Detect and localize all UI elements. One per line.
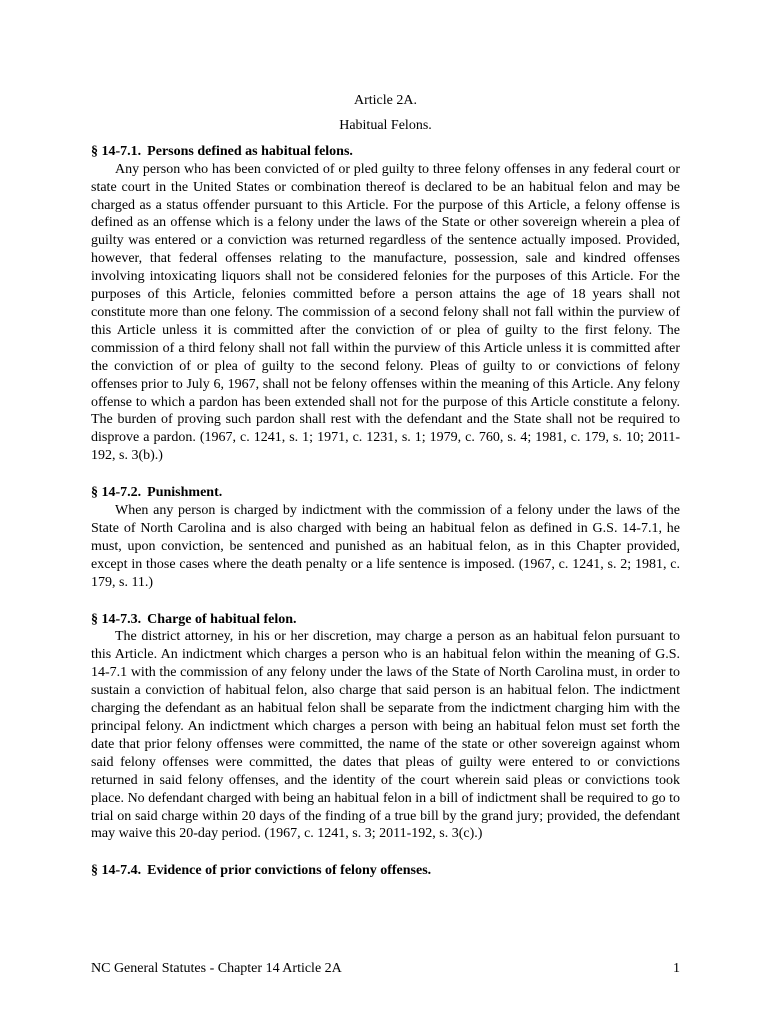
section-heading <box>91 611 680 629</box>
section-heading <box>91 143 680 161</box>
section-title: Charge of habitual felon. <box>147 611 297 627</box>
section-number: § 14-7.2. <box>91 485 142 501</box>
document-page <box>91 92 680 899</box>
section-number: § 14-7.4. <box>91 863 142 879</box>
section-heading <box>91 484 680 502</box>
section-body: The district attorney, in his or her discretion, may charge a person as an habitual felon pursuant to this Article. An indictment which charges a person who is an habitual felon within the meaning of G.S. 14-7.1 with the commission of any felony under the laws of the State of North Carolina must, in order to sustain a conviction of habitual felon, also charge that said person is an habitual felon. The indictment charging the defendant as an habitual felon shall be separate from the indictment charging him with the principal felony. An indictment which charges a person with being an habitual felon must set forth the date that prior felony offenses were committed, the name of the state or other sovereign against whom said felony offenses were committed, the dates that pleas of guilty were entered to or convictions returned in said felony offenses, and the identity of the court wherein said pleas or convictions took place. No defendant charged with being an habitual felon in a bill of indictment shall be required to go to trial on said charge within 20 days of the finding of a true bill by the grand jury; provided, the defendant may waive this 20-day period. (1967, c. 1241, s. 3; 2011-192, s. 3(c).) <box>91 629 680 842</box>
footer-document-title: NC General Statutes - Chapter 14 Article 2A <box>91 961 342 976</box>
section-title: Evidence of prior convictions of felony offenses. <box>147 863 432 879</box>
section-title: Punishment. <box>147 485 223 501</box>
section-14-7-3 <box>91 611 680 844</box>
section-14-7-2 <box>91 484 680 591</box>
section-14-7-1 <box>91 143 680 465</box>
section-title: Persons defined as habitual felons. <box>147 143 353 159</box>
section-number: § 14-7.3. <box>91 611 142 627</box>
section-number: § 14-7.1. <box>91 143 142 159</box>
page-number: 1 <box>673 961 680 976</box>
page-footer <box>91 960 680 978</box>
section-body: When any person is charged by indictment with the commission of a felony under the laws of the State of North Carolina and is also charged with being an habitual felon as defined in G.S. 14-7.1, he must, upon conviction, be sentenced and punished as an habitual felon, as in this Chapter provided, except in those cases where the death penalty or a life sentence is imposed. (1967, c. 1241, s. 2; 1981, c. 179, s. 11.) <box>91 503 680 590</box>
section-14-7-4 <box>91 862 680 880</box>
section-heading <box>91 862 680 880</box>
section-body: Any person who has been convicted of or pled guilty to three felony offenses in any federal court or state court in the United States or combination thereof is declared to be an habitual felon and may be charged as a status offender pursuant to this Article. For the purpose of this Article, a felony offense is defined as an offense which is a felony under the laws of the State or other sovereign wherein a plea of guilty was entered or a conviction was returned regardless of the sentence actually imposed. Provided, however, that federal offenses relating to the manufacture, possession, sale and kindred offenses involving intoxicating liquors shall not be considered felonies for the purposes of this Article. For the purposes of this Article, felonies committed before a person attains the age of 18 years shall not constitute more than one felony. The commission of a second felony shall not fall within the purview of this Article unless it is committed after the conviction of or plea of guilty to the first felony. The commission of a third felony shall not fall within the purview of this Article unless it is committed after the conviction of or plea of guilty to the second felony. Pleas of guilty to or convictions of felony offenses prior to July 6, 1967, shall not be felony offenses within the meaning of this Article. Any felony offense to which a pardon has been extended shall not for the purpose of this Article constitute a felony. The burden of proving such pardon shall rest with the defendant and the State shall not be required to disprove a pardon. (1967, c. 1241, s. 1; 1971, c. 1231, s. 1; 1979, c. 760, s. 4; 1981, c. 179, s. 10; 2011-192, s. 3(b).) <box>91 161 680 464</box>
article-number: Article 2A. <box>354 93 417 108</box>
article-title: Habitual Felons. <box>339 117 432 133</box>
